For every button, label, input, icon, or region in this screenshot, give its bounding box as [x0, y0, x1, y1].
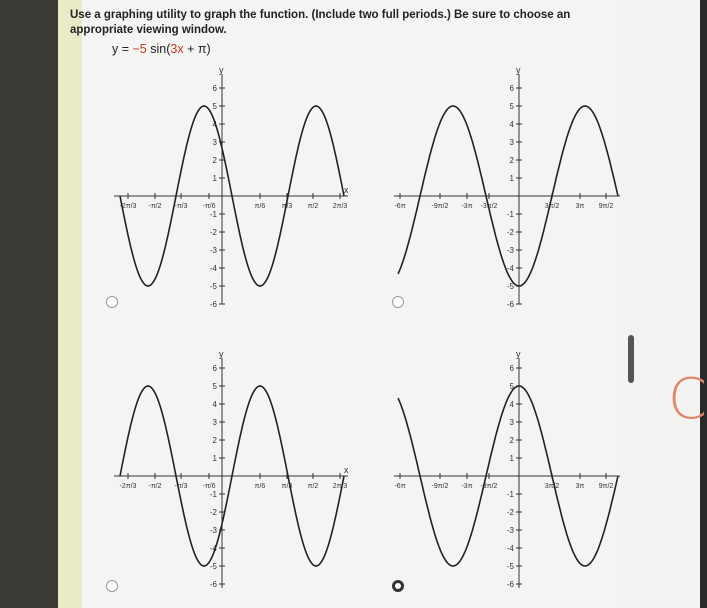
x-tick-label: π/2: [307, 203, 319, 210]
x-tick-label: -3π/2: [480, 203, 498, 210]
x-tick-label: π/2: [307, 483, 319, 490]
x-tick-label: π/3: [281, 203, 293, 210]
y-tick-label: 6: [509, 364, 514, 373]
x-tick-label: 3π: [575, 203, 585, 210]
y-tick-label: 1: [212, 454, 217, 463]
x-tick-label: π/6: [254, 483, 266, 490]
y-tick-label: 5: [509, 382, 514, 391]
y-tick-label: 6: [509, 84, 514, 93]
y-tick-label: -1: [506, 210, 514, 219]
x-tick-label: -3π: [461, 483, 473, 490]
y-tick-label: -1: [506, 490, 514, 499]
y-tick-label: -5: [209, 282, 217, 291]
background-left: [0, 0, 58, 608]
y-tick-label: -4: [506, 264, 514, 273]
x-tick-label: -π/2: [148, 483, 162, 490]
y-tick-label: -2: [506, 508, 514, 517]
graph-option-c: [112, 348, 352, 588]
y-tick-label: -6: [506, 300, 514, 309]
y-tick-label: -3: [506, 526, 514, 535]
y-tick-label: -5: [506, 562, 514, 571]
y-tick-label: 3: [212, 138, 217, 147]
x-tick-label: -2π/3: [119, 203, 137, 210]
x-tick-label: -π/3: [174, 483, 188, 490]
radio-option-b[interactable]: [392, 296, 404, 308]
y-tick-label: -6: [209, 580, 217, 589]
y-tick-label: -6: [506, 580, 514, 589]
graph-option-b: [392, 64, 624, 309]
y-tick-label: 3: [509, 138, 514, 147]
radio-option-c[interactable]: [106, 580, 118, 592]
y-tick-label: 2: [212, 156, 217, 165]
y-tick-label: 1: [509, 454, 514, 463]
y-tick-label: -6: [209, 300, 217, 309]
x-tick-label: -9π/2: [431, 483, 449, 490]
y-tick-label: -2: [209, 228, 217, 237]
x-tick-label: 9π/2: [598, 203, 614, 210]
y-tick-label: 2: [212, 436, 217, 445]
y-tick-label: -2: [506, 228, 514, 237]
y-tick-label: 6: [212, 364, 217, 373]
x-tick-label: -π/3: [174, 203, 188, 210]
graph-option-a: [112, 64, 352, 309]
yellow-margin-strip: [58, 0, 82, 608]
y-axis-label: y: [219, 349, 224, 359]
x-tick-label: -6π: [394, 203, 406, 210]
y-tick-label: 1: [509, 174, 514, 183]
y-tick-label: -2: [209, 508, 217, 517]
x-axis-label: x: [344, 185, 349, 195]
x-tick-label: -3π/2: [480, 483, 498, 490]
radio-option-a[interactable]: [106, 296, 118, 308]
y-tick-label: -3: [209, 246, 217, 255]
function-equation: [112, 42, 211, 56]
equation-sin: sin(: [146, 42, 171, 56]
radio-option-d[interactable]: [392, 580, 404, 592]
x-tick-label: -π/6: [202, 203, 216, 210]
y-tick-label: -1: [209, 490, 217, 499]
x-tick-label: 9π/2: [598, 483, 614, 490]
equation-prefix: y =: [112, 42, 133, 56]
x-tick-label: 2π/3: [332, 203, 348, 210]
y-axis-label: y: [219, 65, 224, 75]
graph-option-d: [392, 348, 624, 588]
x-tick-label: -3π: [461, 203, 473, 210]
x-tick-label: 2π/3: [332, 483, 348, 490]
x-tick-label: π/6: [254, 203, 266, 210]
y-tick-label: 2: [509, 436, 514, 445]
equation-amplitude: −5: [132, 42, 147, 56]
y-tick-label: -4: [209, 264, 217, 273]
question-text: Use a graphing utility to graph the function. (Include two full periods.) Be sure to choose an appropriate viewing window.: [70, 9, 571, 36]
x-tick-label: -6π: [394, 483, 406, 490]
x-tick-label: -π/2: [148, 203, 162, 210]
y-axis-label: y: [516, 349, 521, 359]
y-tick-label: 4: [212, 400, 217, 409]
x-tick-label: -9π/2: [431, 203, 449, 210]
y-tick-label: 5: [509, 102, 514, 111]
x-axis-label: x: [344, 465, 349, 475]
equation-suffix: + π): [183, 42, 211, 56]
y-tick-label: -4: [506, 544, 514, 553]
y-tick-label: 4: [509, 400, 514, 409]
x-tick-label: 3π/2: [544, 203, 560, 210]
x-tick-label: 3π/2: [544, 483, 560, 490]
x-tick-label: -2π/3: [119, 483, 137, 490]
y-tick-label: -3: [209, 526, 217, 535]
y-tick-label: 3: [212, 418, 217, 427]
y-tick-label: -5: [506, 282, 514, 291]
equation-argument: 3x: [170, 42, 184, 56]
background-right: [620, 0, 700, 608]
side-glyph: C: [668, 367, 707, 432]
y-axis-label: y: [516, 65, 521, 75]
y-tick-label: 4: [212, 120, 217, 129]
y-tick-label: 5: [212, 102, 217, 111]
y-tick-label: 3: [509, 418, 514, 427]
x-tick-label: π/3: [281, 483, 293, 490]
y-tick-label: -5: [209, 562, 217, 571]
scrollbar-thumb[interactable]: [628, 335, 634, 383]
x-tick-label: 3π: [575, 483, 585, 490]
y-tick-label: 5: [212, 382, 217, 391]
y-tick-label: -4: [209, 544, 217, 553]
y-tick-label: 2: [509, 156, 514, 165]
y-tick-label: 6: [212, 84, 217, 93]
y-tick-label: -3: [506, 246, 514, 255]
y-tick-label: 1: [212, 174, 217, 183]
x-tick-label: -π/6: [202, 483, 216, 490]
y-tick-label: 4: [509, 120, 514, 129]
y-tick-label: -1: [209, 210, 217, 219]
